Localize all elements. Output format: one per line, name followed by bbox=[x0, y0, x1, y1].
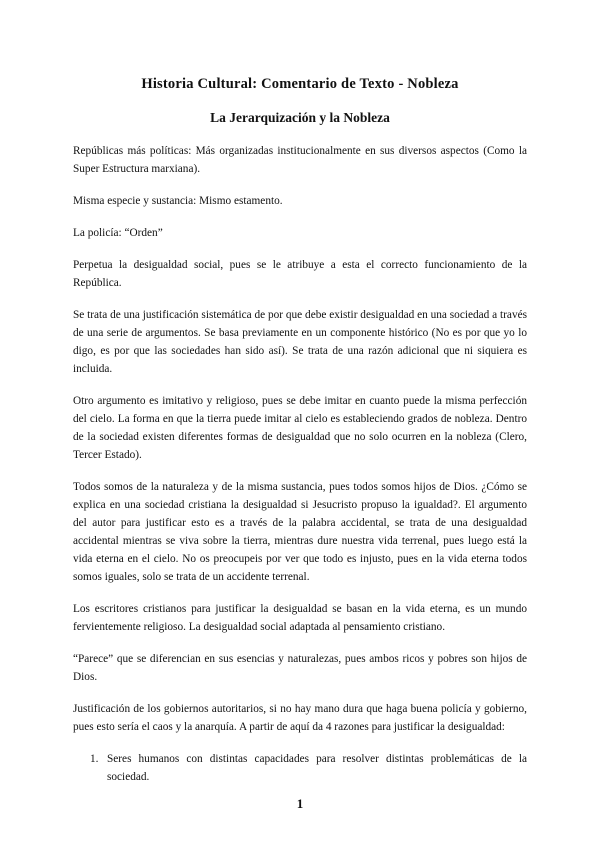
paragraph: Justificación de los gobiernos autoritarios, si no hay mano dura que haga buena policía y gobierno, pues esto sería el caos y la anarquía. A partir de aquí da 4 razones para justificar la desigualdad: bbox=[73, 703, 527, 733]
list-item bbox=[73, 750, 527, 786]
list-item-number: 1. bbox=[90, 753, 99, 765]
paragraph: Misma especie y sustancia: Mismo estamento. bbox=[73, 195, 283, 207]
list-item-text: Seres humanos con distintas capacidades para resolver distintas problemáticas de la sociedad. bbox=[107, 753, 527, 783]
paragraph: Todos somos de la naturaleza y de la misma sustancia, pues todos somos hijos de Dios. ¿Cómo se explica en una sociedad cristiana la desigualdad si Jesucristo propuso la igualdad?. El argumento del autor para justificar esto es a través de la palabra accidental, se trata de una desigualdad accidental mientras se viva sobre la tierra, mientras dure nuestra vida terrenal, pues luego está la vida eterna en el cielo. No os preocupeis por ver que todo es injusto, pues en la vida eterna todos somos iguales, solo se trata de un accidente terrenal. bbox=[73, 481, 527, 583]
document-content bbox=[73, 74, 527, 786]
paragraph: Otro argumento es imitativo y religioso, pues se debe imitar en cuanto puede la misma perfección del cielo. La forma en que la tierra puede imitar al cielo es estableciendo grados de nobleza. Dentro de la sociedad existen diferentes formas de desigualdad que no solo ocurren en la nobleza (Clero, Tercer Estado). bbox=[73, 395, 527, 461]
numbered-list bbox=[73, 750, 527, 786]
paragraph: Repúblicas más políticas: Más organizadas institucionalmente en sus diversos aspectos (Como la Super Estructura marxiana). bbox=[73, 145, 527, 175]
document-title: Historia Cultural: Comentario de Texto - Nobleza bbox=[141, 76, 459, 92]
paragraph: Perpetua la desigualdad social, pues se le atribuye a esta el correcto funcionamiento de la República. bbox=[73, 259, 527, 289]
paragraph: Se trata de una justificación sistemática de por que debe existir desigualdad en una sociedad a través de una serie de argumentos. Se basa previamente en un componente histórico (No es por que yo lo digo, es por que las sociedades han sido así). Se trata de una razón adicional que ni siquiera es incluida. bbox=[73, 309, 527, 375]
paragraph: “Parece” que se diferencian en sus esencias y naturalezas, pues ambos ricos y pobres son hijos de Dios. bbox=[73, 653, 527, 683]
paragraph: La policía: “Orden” bbox=[73, 227, 163, 239]
paragraph: Los escritores cristianos para justificar la desigualdad se basan en la vida eterna, es un mundo fervientemente religioso. La desigualdad social adaptada al pensamiento cristiano. bbox=[73, 603, 527, 633]
page-number: 1 bbox=[296, 796, 304, 811]
body-text bbox=[73, 142, 527, 786]
document-subtitle: La Jerarquización y la Nobleza bbox=[210, 110, 390, 125]
